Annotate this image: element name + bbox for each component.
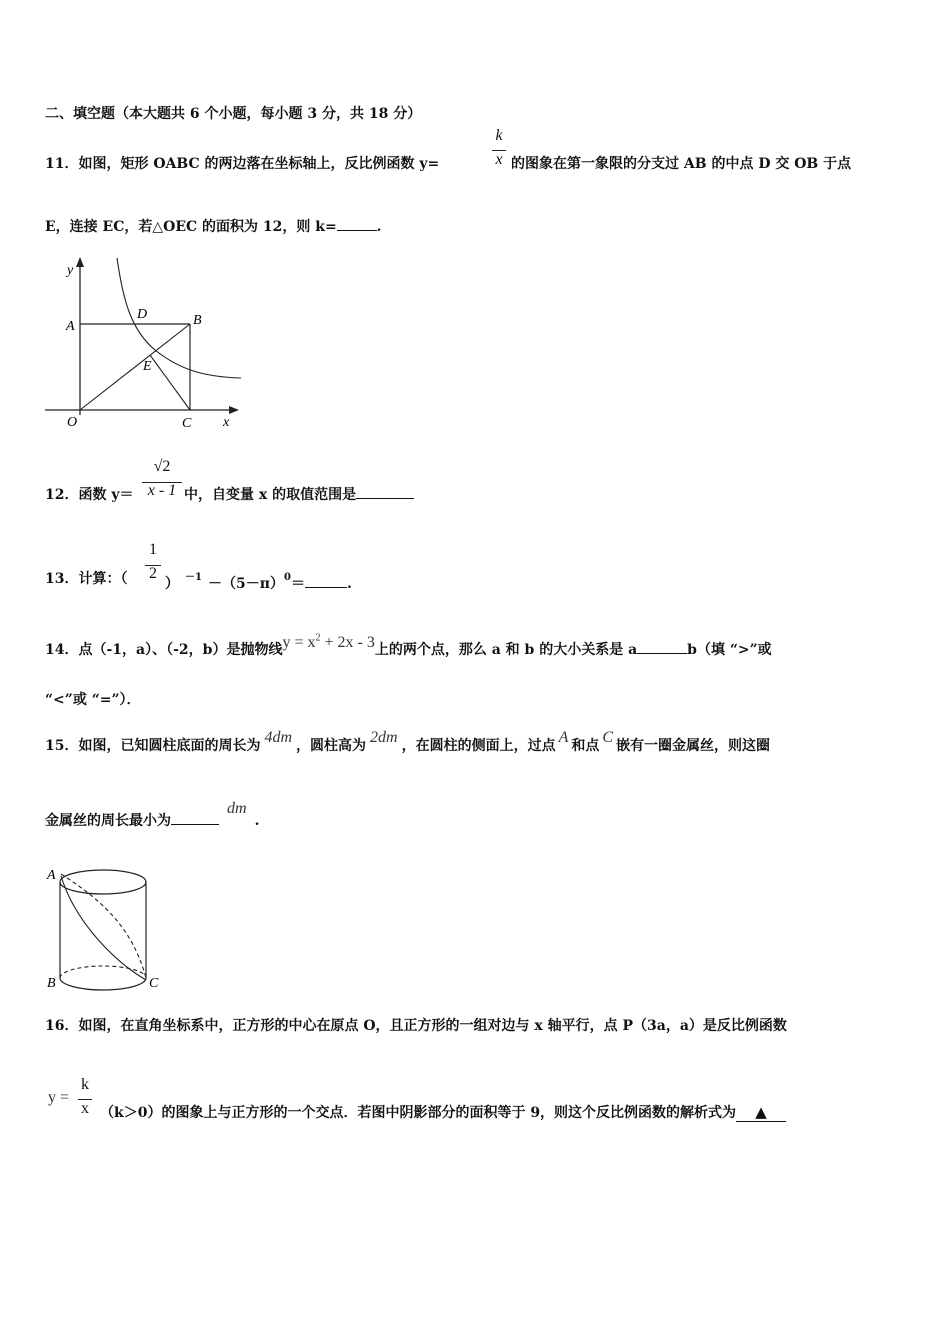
q13-fraction [145, 541, 161, 583]
q15-label-c: C [149, 976, 159, 991]
q14-formula-exp: 2 [315, 632, 321, 644]
q13-answer-blank [305, 587, 347, 588]
q11-label-o: O [67, 415, 78, 430]
q16-y-eq: y = [48, 1089, 70, 1106]
q11-label-c: C [182, 416, 192, 430]
q15-text-part2: ，圆柱高为 [296, 738, 367, 754]
q16-text-part2: （k＞0）的图象上与正方形的一个交点．若图中阴影部分的面积等于 9，则这个反比例函数的解析式为 [100, 1105, 737, 1121]
q15-point-c: C [602, 729, 614, 746]
q15-text-part4: 和点 [571, 738, 600, 754]
q12-range-text: 中，自变量 x 的取值范围是 [184, 487, 357, 503]
q15-unit: dm [227, 800, 247, 817]
q13-text-rest [165, 568, 352, 593]
q11-text-part2: 的图象在第一象限的分支过 AB 的中点 D 交 OB 于点 [511, 156, 852, 172]
q15-label-b: B [47, 976, 56, 991]
q12-frac-num: √2 [153, 458, 171, 475]
q13-paren: ） [165, 576, 179, 592]
q14-formula-post: + 2x - 3 [320, 634, 375, 651]
q15-wire-front [61, 876, 146, 980]
q11-label-d: D [137, 307, 148, 322]
q11-label-a: A [66, 319, 75, 334]
q11-frac-num: k [495, 127, 503, 144]
section-heading: 二、填空题（本大题共 6 个小题，每小题 3 分，共 18 分） [45, 106, 422, 122]
q15-height: 2dm [370, 729, 398, 746]
q14-formula-pre: y = x [282, 634, 316, 651]
q11-figure [45, 255, 245, 430]
q11-line2: E，连接 EC，若△OEC 的面积为 12，则 k= [45, 219, 337, 235]
q11-text-part1: 11．如图，矩形 OABC 的两边落在坐标轴上，反比例函数 y= [45, 156, 440, 172]
q12-fraction [142, 458, 182, 500]
q14-text-part3: b（填 “>”或 [687, 642, 772, 658]
q13-frac-den: 2 [149, 565, 157, 582]
q13-exp2: 0 [283, 572, 291, 583]
q16-frac-num: k [81, 1076, 89, 1093]
q14-formula [282, 634, 374, 651]
q15-answer-blank [171, 824, 219, 825]
q16-frac-den: x [81, 1100, 89, 1117]
q15-circumference: 4dm [264, 729, 293, 746]
q16-line2 [100, 1102, 786, 1122]
q11-fraction [492, 127, 506, 169]
q14-line1 [45, 632, 772, 659]
q14-line2: “<”或 “=”）． [45, 692, 141, 708]
q16-line1: 16．如图，在直角坐标系中，正方形的中心在原点 O，且正方形的一组对边与 x 轴平行，点 P（3a，a）是反比例函数 [45, 1018, 787, 1034]
q11-label-b: B [193, 313, 202, 328]
q14-text-part1: 14．点（-1，a）、（-2，b）是抛物线 [45, 642, 283, 658]
q11-answer-blank [337, 230, 377, 231]
q15-bottom-front [60, 978, 146, 990]
q12-text-part2 [184, 484, 414, 504]
q11-label-x: x [223, 415, 230, 430]
q15-text-part1: 15．如图，已知圆柱底面的周长为 [45, 738, 261, 754]
q11-end: . [376, 219, 382, 235]
q16-answer-blank [736, 1103, 786, 1122]
q11-label-y: y [67, 263, 74, 278]
q15-text-part5: 嵌有一圈金属丝，则这圈 [616, 738, 771, 754]
q12-answer-blank [356, 498, 414, 499]
q15-text-part3: ，在圆柱的侧面上，过点 [401, 738, 556, 754]
q12-frac-den: x - 1 [147, 482, 177, 499]
q13-equals: ＝ [290, 576, 305, 592]
q11-figure-bg [45, 255, 245, 430]
q13-exp1: －1 [185, 572, 202, 583]
q15-text-line2: 金属丝的周长最小为 [45, 813, 171, 829]
q15-label-a: A [47, 868, 56, 883]
q13-frac-num: 1 [149, 541, 157, 558]
q16-fraction [78, 1076, 92, 1118]
q15-point-a: A [558, 729, 569, 746]
q15-cylinder-figure [45, 862, 175, 997]
q15-line2 [45, 800, 260, 830]
q13-text-part3: －（5－π） [207, 576, 284, 592]
q11-label-e: E [143, 359, 152, 374]
q15-wire-back [61, 874, 146, 978]
q15-line1 [45, 729, 771, 755]
q13-text-part1: 13．计算：（ [45, 571, 128, 587]
q14-answer-blank [637, 653, 687, 654]
q11-text-line2 [45, 216, 382, 236]
q13-end: . [346, 576, 352, 592]
q11-frac-den: x [495, 151, 503, 168]
q16-triangle-mark: ▲ [755, 1103, 767, 1121]
q12-text-part1: 12．函数 y＝ [45, 487, 134, 503]
q15-end: . [254, 813, 260, 829]
q14-text-part2: 上的两个点，那么 a 和 b 的大小关系是 a [374, 642, 638, 658]
